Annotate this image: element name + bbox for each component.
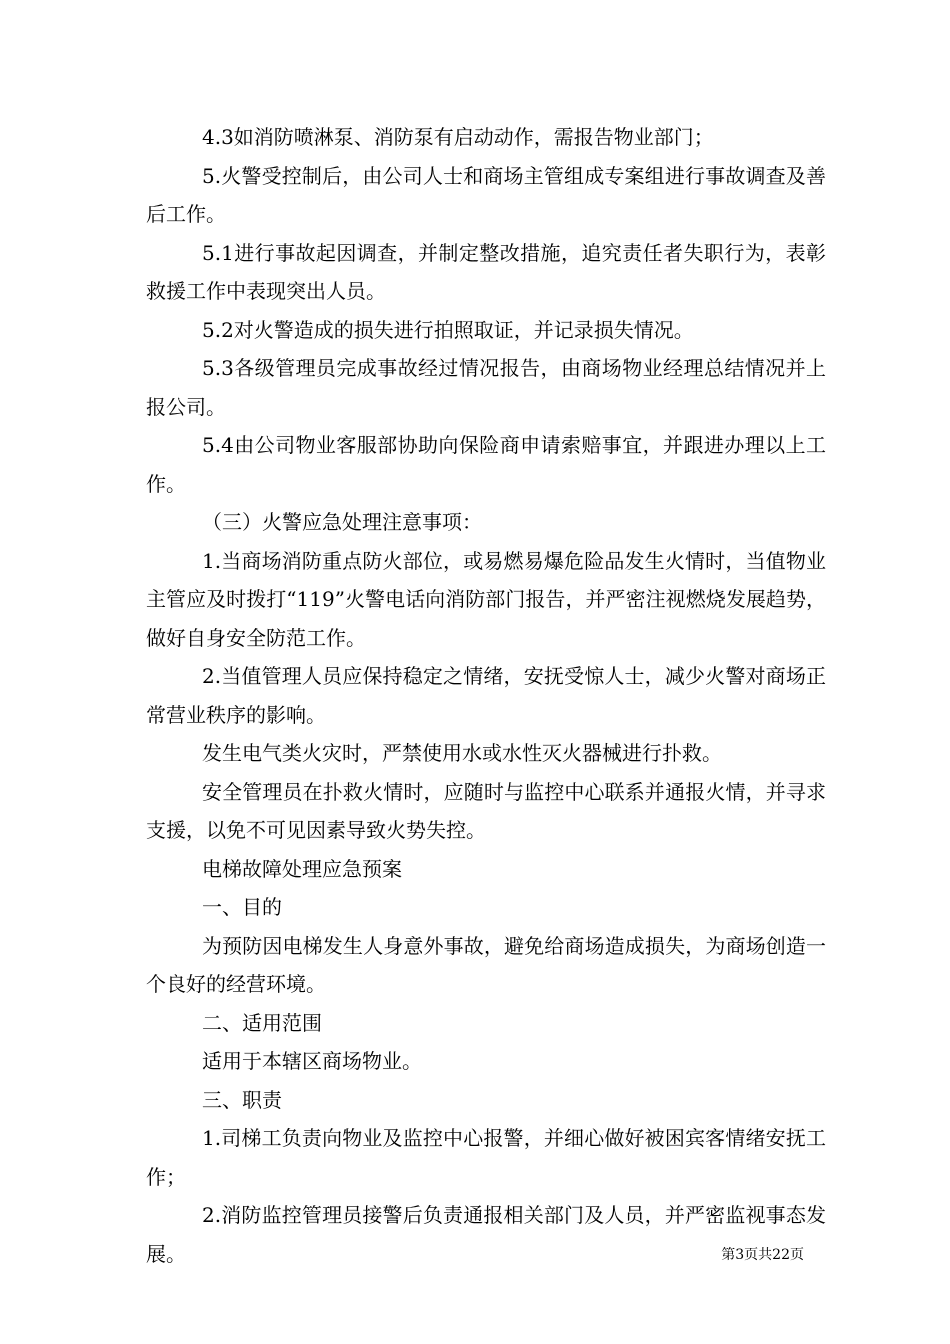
heading-purpose: 一、目的 <box>202 895 282 919</box>
paragraph-notes-1: 1.当商场消防重点防火部位，或易燃易爆危险品发生火情时，当值物业主管应及时拨打“119”火警电话向消防部门报告，并严密注视燃烧发展趋势，做好自身安全防范工作。 <box>146 548 826 650</box>
section-heading-fire-notes: （三）火警应急处理注意事项： <box>202 510 482 534</box>
page-number-footer <box>721 1246 804 1264</box>
document-body <box>146 118 826 1273</box>
paragraph-notes-2: 2.当值管理人员应保持稳定之情绪，安抚受惊人士，减少火警对商场正常营业秩序的影响。 <box>146 664 826 727</box>
paragraph-5-3: 5.3各级管理员完成事故经过情况报告，由商场物业经理总结情况并上报公司。 <box>146 356 826 419</box>
footer-middle: 页共 <box>744 1247 773 1263</box>
paragraph-electrical-fire: 发生电气类火灾时，严禁使用水或水性灭火器械进行扑救。 <box>202 741 722 765</box>
footer-prefix: 第 <box>721 1247 736 1263</box>
footer-suffix: 页 <box>790 1247 804 1263</box>
footer-total-pages: 22 <box>772 1247 790 1263</box>
paragraph-5-2: 5.2对火警造成的损失进行拍照取证，并记录损失情况。 <box>202 317 694 342</box>
heading-duties: 三、职责 <box>202 1087 282 1112</box>
paragraph-5-4: 5.4由公司物业客服部协助向保险商申请索赔事宜，并跟进办理以上工作。 <box>146 433 826 496</box>
paragraph-purpose: 为预防因电梯发生人身意外事故，避免给商场造成损失，为商场创造一个良好的经营环境。 <box>146 933 826 996</box>
footer-current-page: 3 <box>735 1247 745 1263</box>
section-title-elevator-plan: 电梯故障处理应急预案 <box>202 856 402 881</box>
paragraph-5-1: 5.1进行事故起因调查，并制定整改措施，追究责任者失职行为，表彰救援工作中表现突出人员。 <box>146 240 826 303</box>
paragraph-scope: 适用于本辖区商场物业。 <box>202 1049 422 1073</box>
paragraph-safety-manager: 安全管理员在扑救火情时，应随时与监控中心联系并通报火情，并寻求支援，以免不可见因素导致火势失控。 <box>146 779 826 842</box>
paragraph-4-3: 4.3如消防喷淋泵、消防泵有启动动作，需报告物业部门； <box>202 125 714 149</box>
paragraph-5: 5.火警受控制后，由公司人士和商场主管组成专案组进行事故调查及善后工作。 <box>146 163 826 226</box>
heading-scope: 二、适用范围 <box>202 1010 322 1035</box>
paragraph-duty-1: 1.司梯工负责向物业及监控中心报警，并细心做好被困宾客情绪安抚工作； <box>146 1126 826 1189</box>
paragraph-duty-2: 2.消防监控管理员接警后负责通报相关部门及人员，并严密监视事态发展。 <box>146 1203 826 1266</box>
